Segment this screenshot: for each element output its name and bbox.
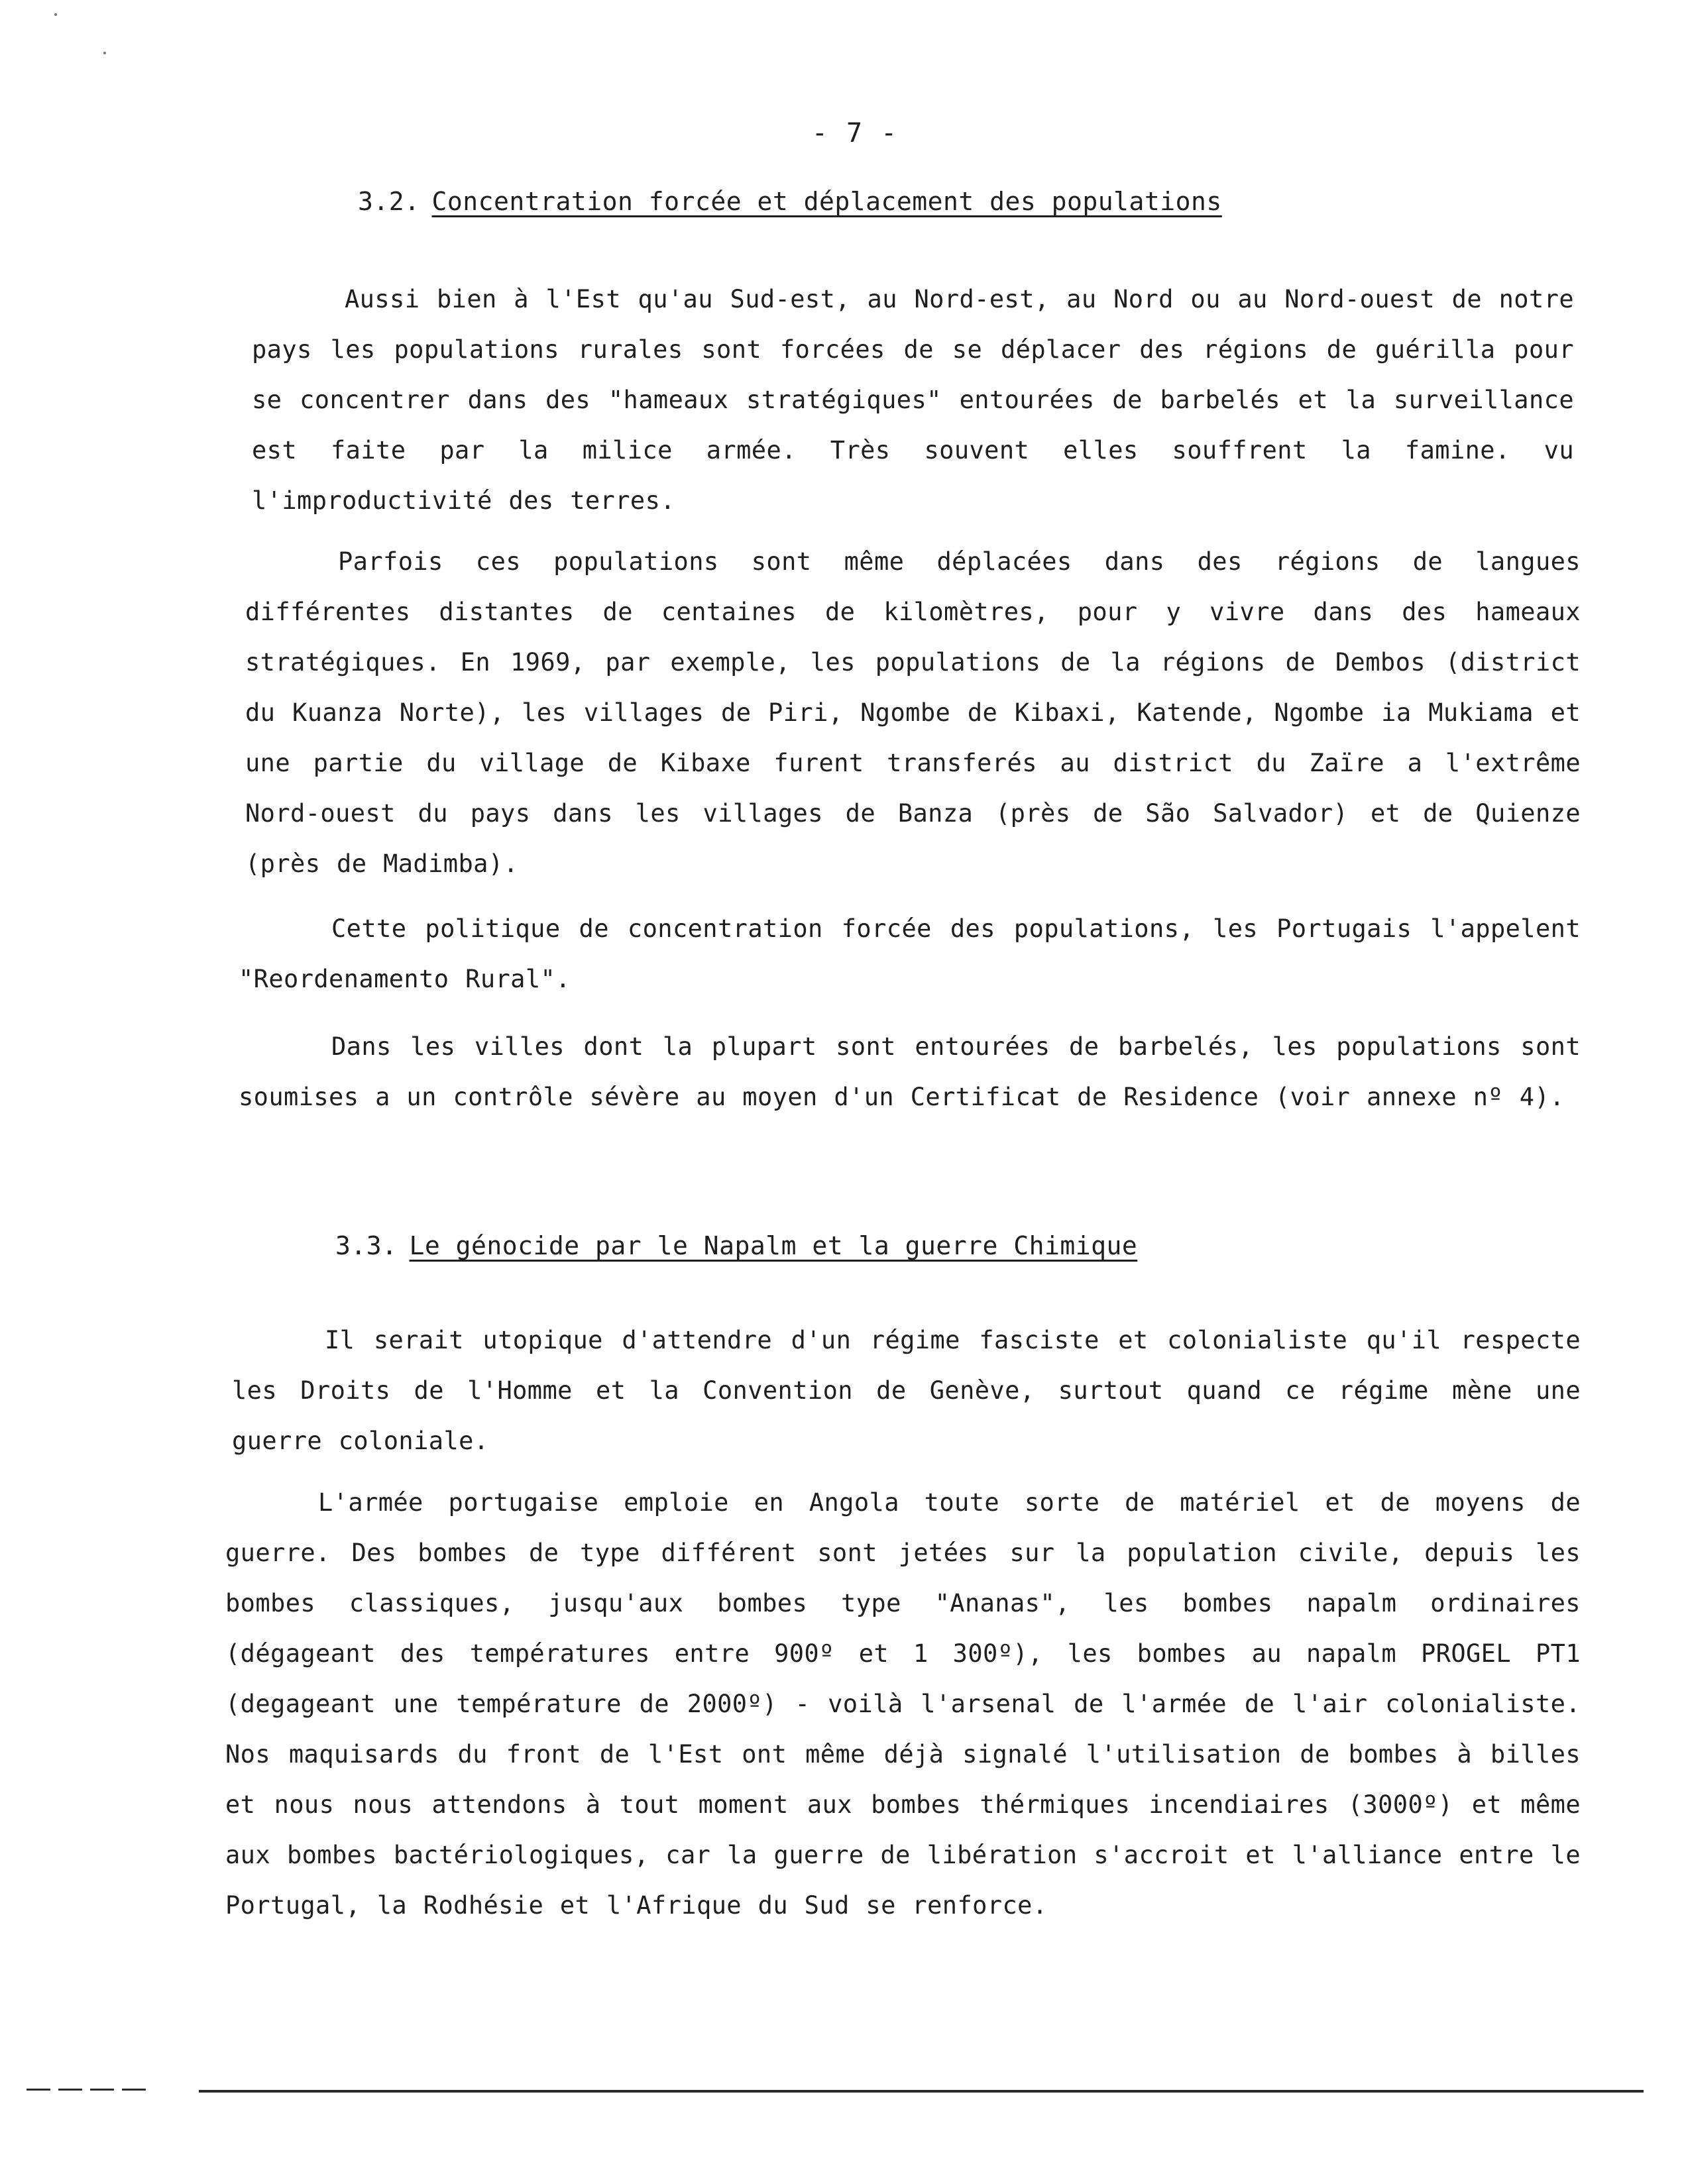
paragraph-text: L'armée portugaise emploie en Angola toute sorte de matériel et de moyens de guerre. Des bombes de type différent sont jetées sur la population civile, depuis les bombes classiques, jusqu'aux bombes type "Ananas", les bombes napalm ordinaires (dégageant des températures entre 900º et 1 300º), les bombes au napalm PROGEL PT1 (degageant une température de 2000º) - voilà l'arsenal de l'armée de l'air colonialiste. Nos maquisards du front de l'Est ont même déjà signalé l'utilisation de bombes à billes et nous nous attendons à tout moment aux bombes thérmiques incendiaires (3000º) et même aux bombes bactériologiques, car la guerre de libération s'accroit et l'alliance entre le Portugal, la Rodhésie et l'Afrique du Sud se renforce. — [225, 1488, 1581, 1920]
paragraph-text: Aussi bien à l'Est qu'au Sud-est, au Nord-est, au Nord ou au Nord-ouest de notre pays les populations rurales sont forcées de se déplacer des régions de guérilla pour se concentrer dans des "hameaux stratégiques" entourées de barbelés et la surveillance est faite par la milice armée. Très souvent elles souffrent la famine. vu l'improductivité des terres. — [252, 285, 1574, 515]
section-title: Concentration forcée et déplacement des populations — [431, 187, 1222, 216]
paragraph-3-2-2 — [245, 537, 1581, 889]
paragraph-3-2-1 — [252, 274, 1574, 526]
section-title: Le génocide par le Napalm et la guerre Chimique — [409, 1231, 1138, 1260]
footer-rule-left — [27, 2089, 152, 2091]
footer-rule — [199, 2090, 1644, 2093]
page-number: - 7 - — [811, 118, 899, 148]
paragraph-3-3-1 — [232, 1315, 1581, 1466]
section-heading-3-2 — [358, 187, 1222, 216]
paragraph-text: Cette politique de concentration forcée des populations, les Portugais l'appelent "Reordenamento Rural". — [239, 914, 1581, 993]
paragraph-text: Il serait utopique d'attendre d'un régime fasciste et colonialiste qu'il respecte les Droits de l'Homme et la Convention de Genève, surtout quand ce régime mène une guerre coloniale. — [232, 1326, 1581, 1455]
section-number: 3.2. — [358, 187, 420, 216]
paragraph-text: Parfois ces populations sont même déplacées dans des régions de langues différentes distantes de centaines de kilomètres, pour y vivre dans des hameaux stratégiques. En 1969, par exemple, les populations de la régions de Dembos (district du Kuanza Norte), les villages de Piri, Ngombe de Kibaxi, Katende, Ngombe ia Mukiama et une partie du village de Kibaxe furent transferés au district du Zaïre a l'extrême Nord-ouest du pays dans les villages de Banza (près de São Salvador) et de Quienze (près de Madimba). — [245, 547, 1581, 878]
section-heading-3-3 — [335, 1231, 1137, 1260]
scan-speck — [54, 13, 57, 16]
paragraph-3-3-2 — [225, 1478, 1581, 1931]
paragraph-text: Dans les villes dont la plupart sont entourées de barbelés, les populations sont soumises a un contrôle sévère au moyen d'un Certificat de Residence (voir annexe nº 4). — [239, 1032, 1581, 1111]
paragraph-3-2-4 — [239, 1022, 1581, 1122]
scan-speck — [103, 52, 106, 54]
paragraph-3-2-3 — [239, 904, 1581, 1005]
section-number: 3.3. — [335, 1231, 398, 1260]
